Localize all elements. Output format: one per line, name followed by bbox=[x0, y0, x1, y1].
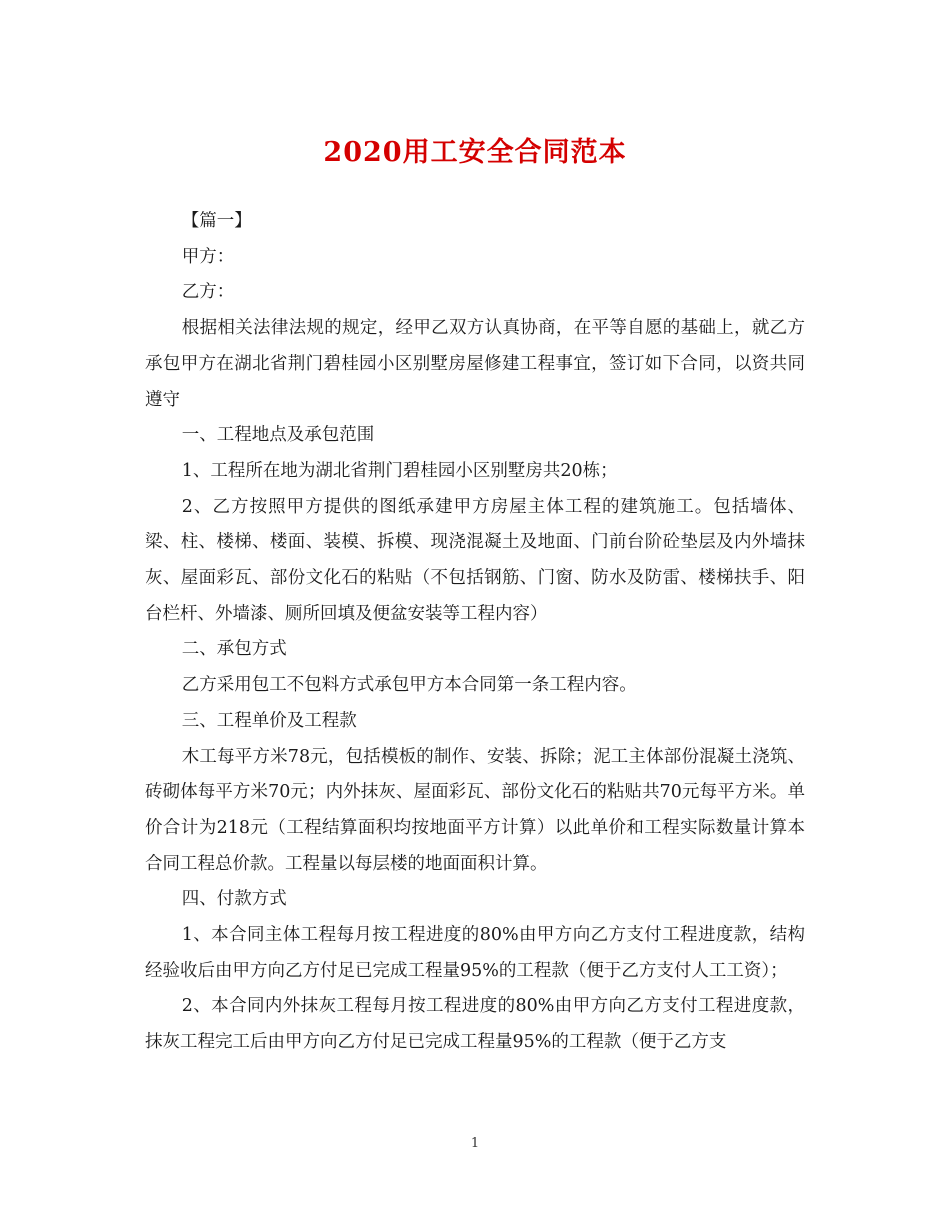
clause-1-item-1: 1、工程所在地为湖北省荆门碧桂园小区别墅房共20栋； bbox=[181, 460, 618, 481]
clause-heading-4: 四、付款方式 bbox=[181, 889, 287, 910]
page-number: 1 bbox=[470, 1136, 480, 1151]
party-b-line: 乙方： bbox=[181, 282, 235, 303]
document-title: 2020用工安全合同范本 bbox=[323, 137, 627, 168]
clause-heading-2: 二、承包方式 bbox=[181, 639, 287, 660]
clause-heading-1: 一、工程地点及承包范围 bbox=[181, 425, 375, 446]
document-body bbox=[145, 204, 805, 1061]
clause-4-item-1: 1、本合同主体工程每月按工程进度的80%由甲方向乙方支付工程进度款，结构经验收后由甲方向乙方付足已完成工程量95%的工程款（便于乙方支付人工工资）； bbox=[145, 925, 805, 981]
clause-3-text: 木工每平方米78元，包括模板的制作、安装、拆除；泥工主体部份混凝土浇筑、砖砌体每平方米70元；内外抹灰、屋面彩瓦、部份文化石的粘贴共70元每平方米。单价合计为218元（工程结算面积均按地面平方计算）以此单价和工程实际数量计算本合同工程总价款。工程量以每层楼的地面面积计算。 bbox=[145, 746, 805, 874]
clause-4-item-2: 2、本合同内外抹灰工程每月按工程进度的80%由甲方向乙方支付工程进度款，抹灰工程完工后由甲方向乙方付足已完成工程量95%的工程款（便于乙方支 bbox=[145, 996, 805, 1053]
preamble-paragraph: 根据相关法律法规的规定，经甲乙双方认真协商，在平等自愿的基础上，就乙方承包甲方在湖北省荆门碧桂园小区别墅房屋修建工程事宜，签订如下合同，以资共同遵守 bbox=[145, 318, 805, 410]
clause-1-item-2: 2、乙方按照甲方提供的图纸承建甲方房屋主体工程的建筑施工。包括墙体、梁、柱、楼梯、楼面、装模、拆模、现浇混凝土及地面、门前台阶砼垫层及内外墙抹灰、屋面彩瓦、部份文化石的粘贴（不包括钢筋、门窗、防水及防雷、楼梯扶手、阳台栏杆、外墙漆、厕所回填及便盆安装等工程内容） bbox=[145, 496, 805, 624]
section-heading-part-one: 【篇一】 bbox=[181, 211, 252, 231]
clause-heading-3: 三、工程单价及工程款 bbox=[181, 710, 357, 731]
clause-2-text: 乙方采用包工不包料方式承包甲方本合同第一条工程内容。 bbox=[181, 675, 637, 696]
party-a-line: 甲方： bbox=[181, 246, 235, 267]
